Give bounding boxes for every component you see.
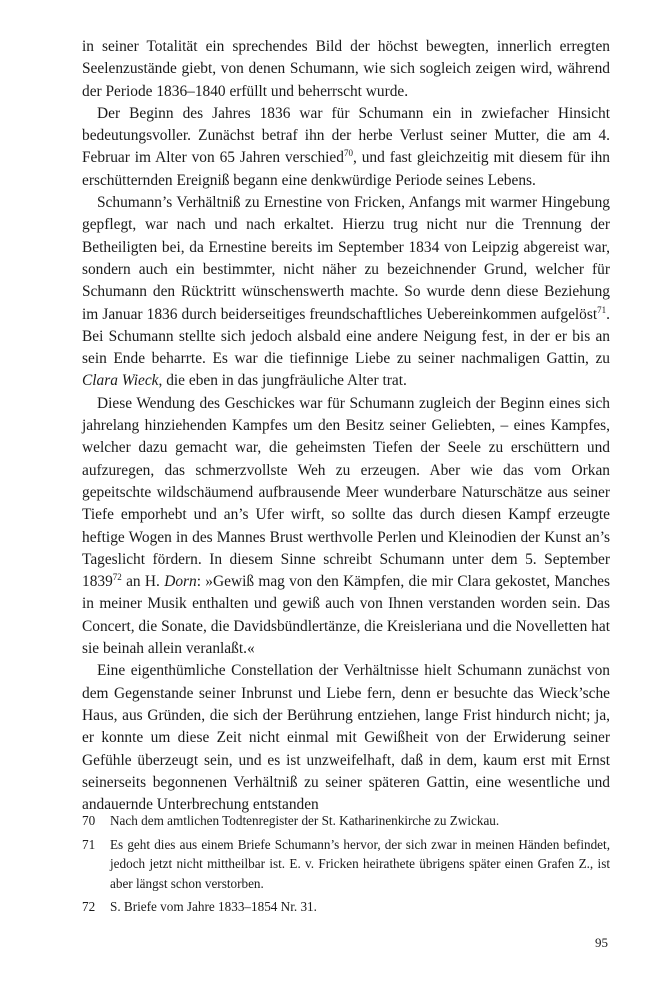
footnote-ref-72[interactable]: 72	[112, 572, 122, 583]
footnote-text: Nach dem amtlichen Todtenregister der St. Katharinenkirche zu Zwickau.	[110, 813, 500, 828]
footnote-number: 71	[82, 836, 96, 852]
footnote-text: Es geht dies aus einem Briefe Schumann’s hervor, der sich zwar in meinen Händen befindet, jedoch jetzt nicht mittheilbar ist. E. v. Fricken heirathete übrigens später einen Grafen Z., ist aber längst schon verstorben.	[110, 836, 610, 891]
paragraph-2: Der Beginn des Jahres 1836 war für Schumann ein in zwiefacher Hinsicht bedeutungsvoller. Zunächst betraf ihn der herbe Verlust seiner Mutter, die am 4. Februar im Alter von 65 Jahren verschied$^{70}$, und fast gleichzeitig mit diesem für ihn erschütternden Ereigniß begann eine denkwürdige Periode seines Lebens.	[82, 104, 610, 189]
footnote-number: 70	[82, 813, 96, 828]
footnote-70	[82, 811, 610, 831]
name-clara-wieck: Clara Wieck	[82, 372, 159, 390]
footnote-ref-70[interactable]: 70	[343, 148, 353, 159]
name-dorn: Dorn	[164, 573, 197, 591]
page-number: 95	[595, 935, 608, 950]
paragraph-4: Diese Wendung des Geschickes war für Schumann zugleich der Beginn eines sich jahrelang hinziehenden Kampfes um den Besitz seiner Geliebten, – eines Kampfes, welcher dazu gemacht war, die geheimsten Tiefen der Seele zu erschüttern und aufzuregen, das schmerzvollste Weh zu erzeugen. Aber wie das vom Orkan gepeitschte wildschäumend aufbrausende Meer wunderbare Naturschätze aus seiner Tiefe emporhebt und an’s Ufer wirft, so sollte das durch diesen Kampf erzeugte heftige Wogen in des Mannes Brust werthvolle Perlen und Kleinodien der Kunst an’s Tageslicht fördern. In diesem Sinne schreibt Schumann unter dem 5. September 1839$^{72}$ an H. Dorn: »Gewiß mag von den Kämpfen, die mir Clara gekostet, Manches in meiner Musik enthalten und gewiß auch von Ihnen verstanden worden sein. Das Concert, die Sonate, die Davidsbündlertänze, die Kreisleriana und die Novelletten hat sie beinah allein veranlaßt.«	[82, 394, 610, 658]
paragraph-3: Schumann’s Verhältniß zu Ernestine von Fricken, Anfangs mit warmer Hingebung gepflegt, war nach und nach erkaltet. Hierzu trug nicht nur die Trennung der Betheiligten bei, da Ernestine bereits im September 1834 von Leipzig abgereist war, sondern auch ein bestimmter, nicht näher zu bezeichnender Grund, welcher für Schumann den Rücktritt wünschenswerth machte. So wurde denn diese Beziehung im Januar 1836 durch beiderseitiges freundschaftliches Uebereinkommen aufgelöst$^{71}$. Bei Schumann stellte sich jedoch alsbald eine andere Neigung fest, in der er bis an sein Ende beharrte. Es war die tiefinnige Liebe zu seiner nachmaligen Gattin, zu Clara Wieck, die eben in das jungfräuliche Alter trat.	[82, 194, 610, 390]
footnote-number: 72	[82, 899, 96, 915]
footnote-72	[82, 897, 610, 917]
footnote-text: S. Briefe vom Jahre 1833–1854 Nr. 31.	[110, 899, 317, 915]
body-text	[82, 36, 610, 816]
footnote-ref-71[interactable]: 71	[597, 304, 607, 315]
paragraph-5: Eine eigenthümliche Constellation der Verhältnisse hielt Schumann zunächst von dem Gegenstande seiner Inbrunst und Liebe fern, denn er besuchte das Wieck’sche Haus, aus Gründen, die sich der Berührung entziehen, lange Frist hindurch nicht; ja, er konnte um diese Zeit nicht einmal mit Gewißheit von der Erwiderung seiner Gefühle überzeugt sein, und es ist unzweifelhaft, daß in dem, kaum erst mit Ernst seinerseits begonnenen Verhältniß zu seiner späteren Gattin, eine wesentliche und andauernde Unterbrechung entstanden	[82, 662, 610, 814]
page-content	[82, 36, 610, 816]
footnote-71	[82, 835, 610, 894]
paragraph-1: in seiner Totalität ein sprechendes Bild der höchst bewegten, innerlich erregten Seelenzustände giebt, von denen Schumann, wie sich sogleich zeigen wird, während der Periode 1836–1840 erfüllt und beherrscht wurde.	[82, 38, 610, 100]
footnotes	[82, 811, 610, 921]
